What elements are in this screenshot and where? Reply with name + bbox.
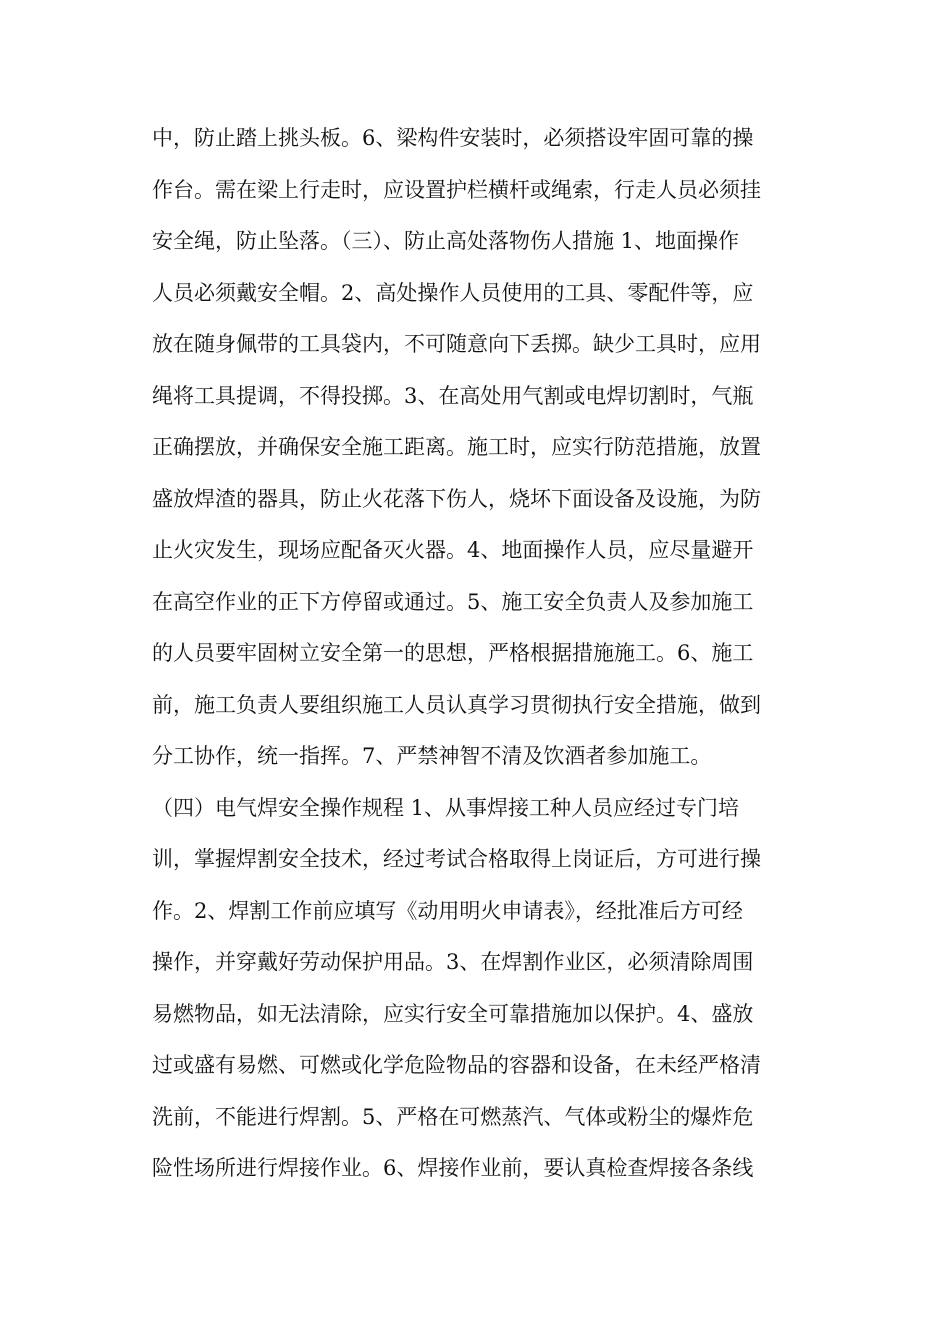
text-line: 过或盛有易燃、可燃或化学危险物品的容器和设备，在未经严格清 [152, 1053, 761, 1077]
text-line: 人员必须戴安全帽。2、高处操作人员使用的工具、零配件等，应 [152, 280, 754, 305]
text-line: 的人员要牢固树立安全第一的思想，严格根据措施施工。6、施工 [152, 641, 754, 665]
text-line: 盛放焊渣的器具，防止火花落下伤人，烧坏下面设备及设施，为防 [152, 486, 761, 511]
text-line: 易燃物品，如无法清除，应实行安全可靠措施加以保护。4、盛放 [152, 1001, 754, 1026]
text-line: 在高空作业的正下方停留或通过。5、施工安全负责人及参加施工 [152, 589, 754, 614]
text-line: 训，掌握焊割安全技术，经过考试合格取得上岗证后，方可进行操 [152, 847, 761, 871]
text-line: 正确摆放，并确保安全施工距离。施工时，应实行防范措施，放置 [152, 435, 761, 459]
text-line: 止火灾发生，现场应配备灭火器。4、地面操作人员，应尽量避开 [152, 538, 754, 562]
text-line: 分工协作，统一指挥。7、严禁神智不清及饮酒者参加施工。 [152, 744, 712, 768]
text-line: 险性场所进行焊接作业。6、焊接作业前，要认真检查焊接各条线 [152, 1156, 754, 1180]
text-line: 放在随身佩带的工具袋内，不可随意向下丢掷。缺少工具时，应用 [152, 332, 761, 356]
text-line: 绳将工具提调，不得投掷。3、在高处用气割或电焊切割时，气瓶 [152, 383, 754, 408]
body-text [152, 118, 812, 1200]
text-line: 安全绳，防止坠落。（三）、防止高处落物伤人措施 1、地面操作 [152, 229, 740, 253]
text-line: 中，防止踏上挑头板。6、梁构件安装时，必须搭设牢固可靠的操 [152, 126, 754, 150]
text-line: 作台。需在梁上行走时，应设置护栏横杆或绳索，行走人员必须挂 [152, 177, 761, 202]
section-heading-line: （四）电气焊安全操作规程 1、从事焊接工种人员应经过专门培 [152, 795, 740, 820]
text-line: 洗前，不能进行焊割。5、严格在可燃蒸汽、气体或粉尘的爆炸危 [152, 1104, 754, 1129]
text-line: 操作，并穿戴好劳动保护用品。3、在焊割作业区，必须清除周围 [152, 950, 754, 974]
text-line: 作。2、焊割工作前应填写《动用明火申请表》，经批准后方可经 [152, 898, 743, 923]
text-line: 前，施工负责人要组织施工人员认真学习贯彻执行安全措施，做到 [152, 692, 761, 717]
